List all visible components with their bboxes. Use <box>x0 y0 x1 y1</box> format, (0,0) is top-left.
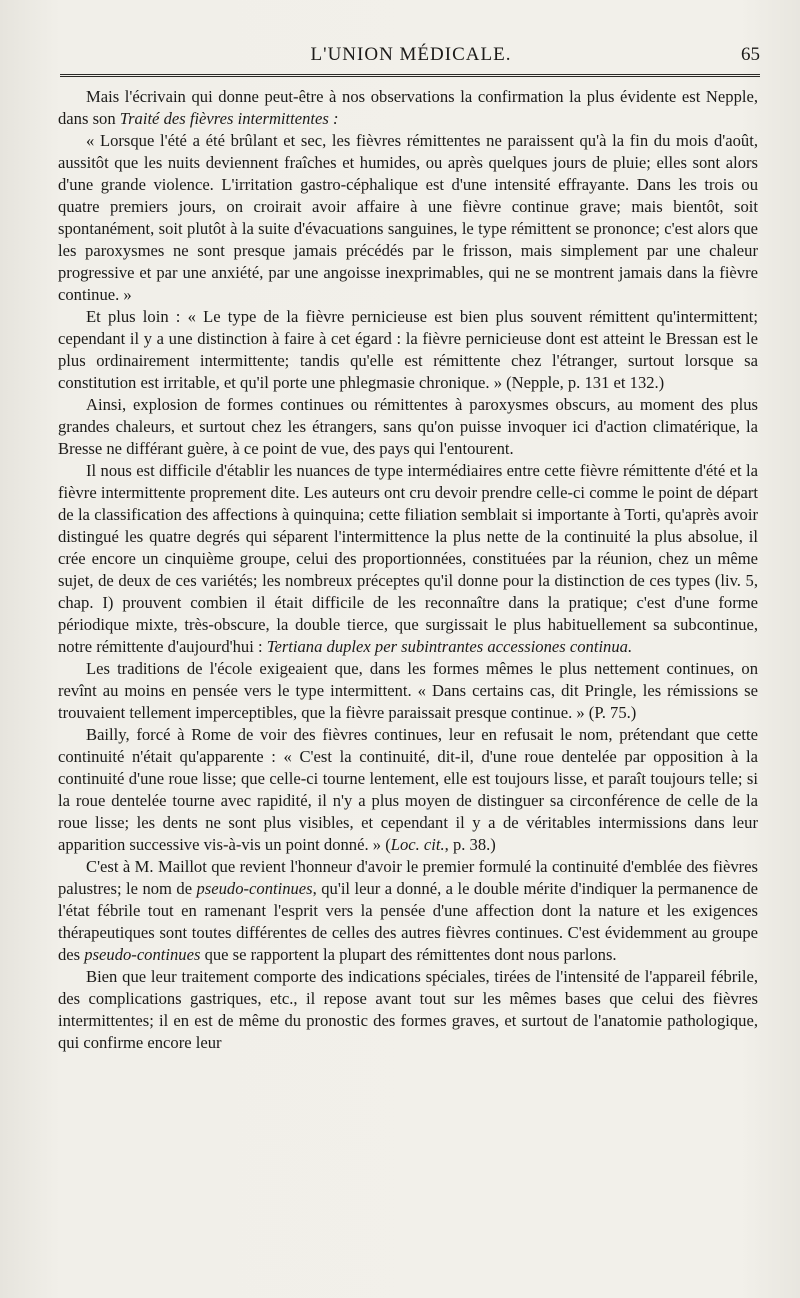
paragraph-6: Les traditions de l'école exigeaient que, dans les formes mêmes le plus nettement continues, on revînt au moins en pensée vers le type intermittent. « Dans certains cas, dit Pringle, les rémissions se trouvaient tellement imperceptibles, que la fièvre paraissait presque continue. » (P. 75.) <box>58 659 758 722</box>
body-text <box>58 86 758 1054</box>
paragraph-9: Bien que leur traitement comporte des indications spéciales, tirées de l'intensité de l'appareil fébrile, des complications gastriques, etc., il repose avant tout sur les mêmes bases que celui des fièvres intermittentes; il en est de même du pronostic des formes graves, et surtout de l'anatomie pathologique, qui confirme encore leur <box>58 967 758 1052</box>
paragraph-1: Mais l'écrivain qui donne peut-être à nos observations la confirmation la plus évidente est Nepple, dans son Traité des fièvres intermittentes : <box>58 87 758 128</box>
header-rule <box>60 74 760 77</box>
page-number: 65 <box>741 44 760 65</box>
running-title: L'UNION MÉDICALE. <box>310 44 512 65</box>
paragraph-8: C'est à M. Maillot que revient l'honneur d'avoir le premier formulé la continuité d'emblée des fièvres palustres; le nom de pseudo-continues, qu'il leur a donné, a le double mérite d'indiquer la permanence de l'état fébrile tout en ramenant l'esprit vers la pensée d'une affection dont la nature et les exigences thérapeutiques sont toutes différentes de celles des autres fièvres continues. C'est évidemment au groupe des pseudo-continues que se rapportent la plupart des rémittentes dont nous parlons. <box>58 857 759 964</box>
paragraph-2-quote: « Lorsque l'été a été brûlant et sec, les fièvres rémittentes ne paraissent qu'à la fin du mois d'août, aussitôt que les nuits deviennent fraîches et humides, ou après quelques jours de pluie; elles sont alors d'une grande violence. L'irritation gastro-céphalique est d'une intensité effrayante. Dans les trois ou quatre premiers jours, on croirait avoir affaire à une fièvre continue grave; mais bientôt, soit spontanément, soit plutôt à la suite d'évacuations sanguines, le type rémittent se prononce; c'est alors que les paroxysmes ne sont presque jamais précédés par le frisson, mais simplement par une chaleur progressive et par une anxiété, par une angoisse inexprimables, qui ne se montrent jamais dans la fièvre continue. » <box>58 131 758 304</box>
paragraph-7: Bailly, forcé à Rome de voir des fièvres continues, leur en refusait le nom, prétendant que cette continuité n'était qu'apparente : « C'est la continuité, dit-il, d'une roue dentelée par opposition à la continuité d'une roue lisse; que celle-ci tourne lentement, elle est toujours lisse, et paraît toujours telle; si la roue dentelée tourne avec rapidité, il n'y a plus moyen de distinguer sa circonférence de celle de la roue lisse; les dents ne sont plus visibles, et cependant il y a de véritables intermissions dans leur apparition successive vis-à-vis un point donné. » (Loc. cit., p. 38.) <box>58 725 758 854</box>
paragraph-5: Il nous est difficile d'établir les nuances de type intermédiaires entre cette fièvre rémittente d'été et la fièvre intermittente proprement dite. Les auteurs ont cru devoir prendre celle-ci comme le point de départ de la classification des affections à quinquina; cette filiation semblait si importante à Torti, qu'après avoir distingué les quatre degrés qui séparent l'intermittence la plus nette de la continuité la plus absolue, il crée encore un cinquième groupe, celui des proportionnées, constituées par la réunion, chez un même sujet, de deux de ces variétés; les nombreux préceptes qu'il donne pour la distinction de ces types (liv. 5, chap. I) prouvent combien il était difficile de les reconnaître dans la pratique; c'est d'une forme périodique mixte, très-obscure, la double tierce, que surgissait le plus habituellement sa subcontinue, notre rémittente d'aujourd'hui : Tertiana duplex per subintrantes accessiones continua. <box>58 461 758 656</box>
paragraph-3: Et plus loin : « Le type de la fièvre pernicieuse est bien plus souvent rémittent qu'intermittent; cependant il y a une distinction à faire à cet égard : la fièvre pernicieuse dont est atteint le Bressan est le plus ordinairement intermittente; tandis qu'elle est rémittente chez l'étranger, surtout lorsque sa constitution est irritable, et qu'il porte une phlegmasie chronique. » (Nepple, p. 131 et 132.) <box>58 307 758 392</box>
page-header <box>62 40 760 70</box>
paragraph-4: Ainsi, explosion de formes continues ou rémittentes à paroxysmes obscurs, au moment des plus grandes chaleurs, et surtout chez les étrangers, sans qu'on puisse invoquer ici d'action climatérique, la Bresse ne différant guère, à ce point de vue, des pays qui l'entourent. <box>58 395 758 458</box>
